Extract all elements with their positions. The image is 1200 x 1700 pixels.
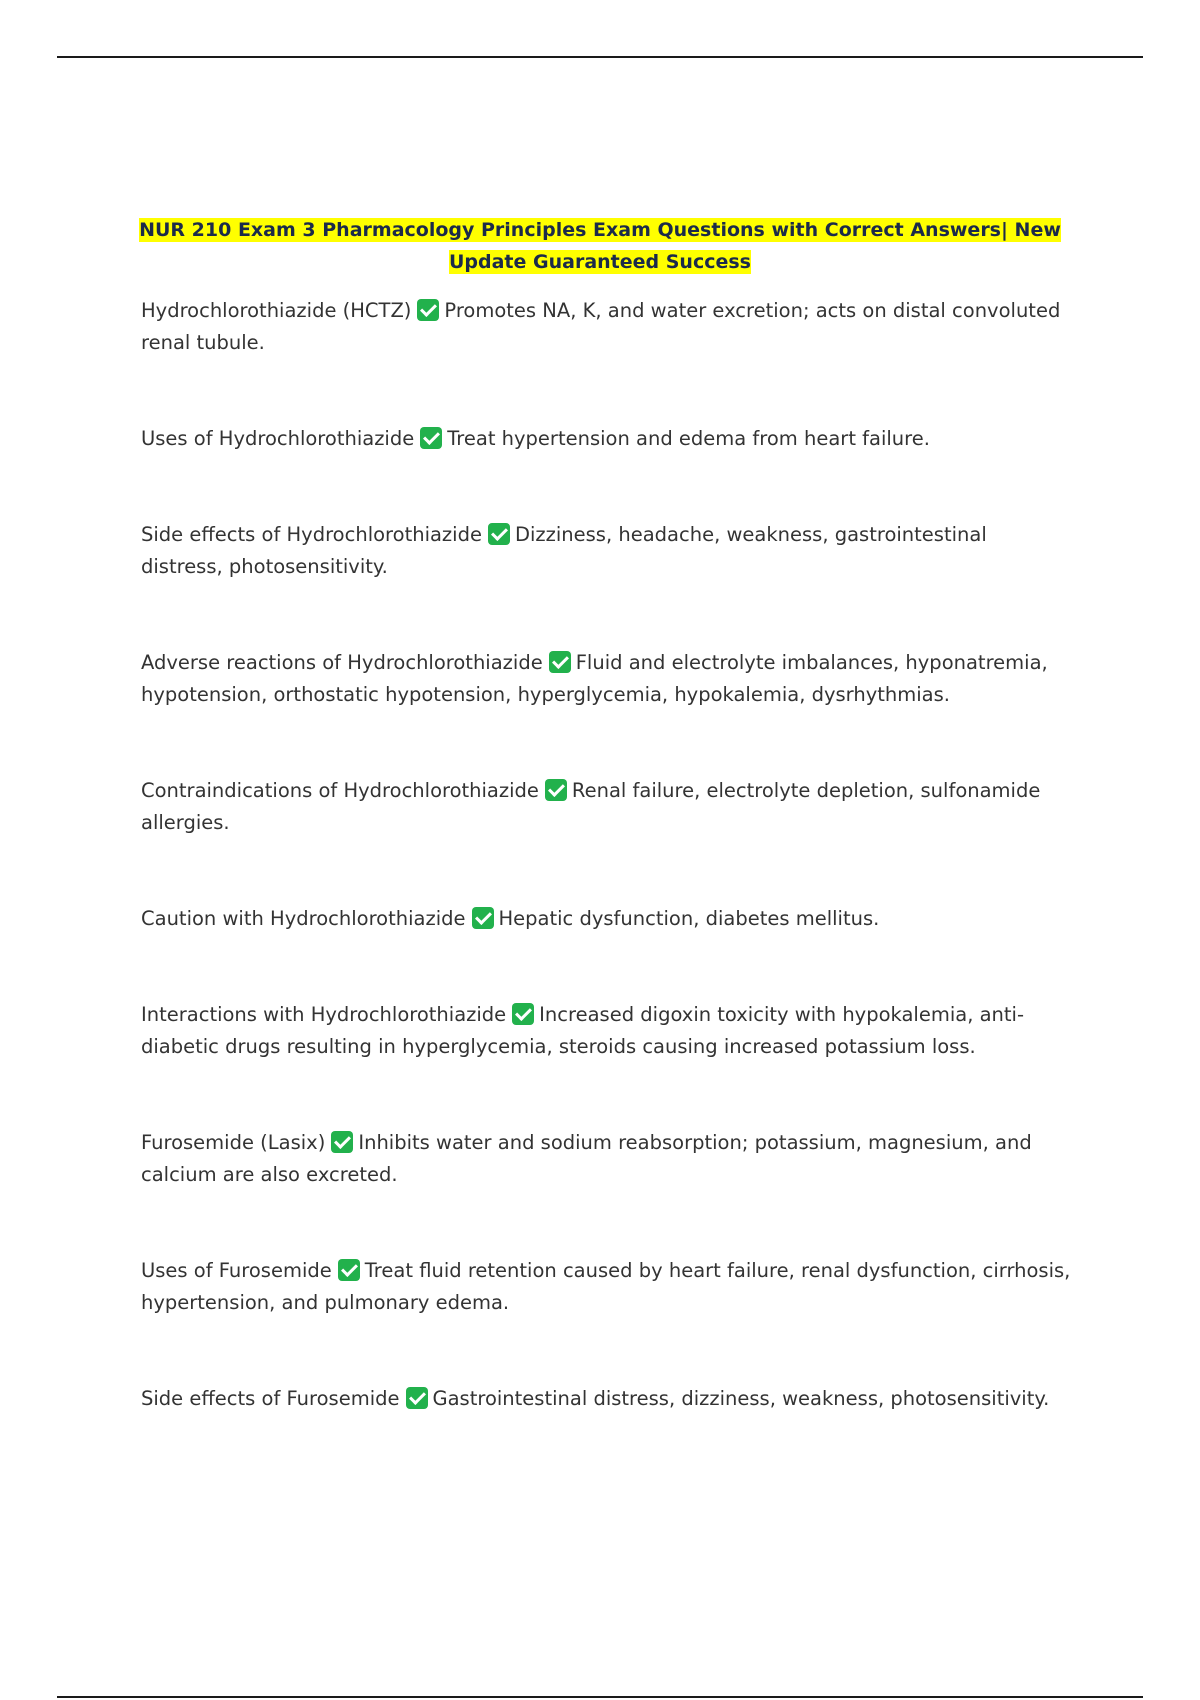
- checkmark-icon: [488, 523, 510, 545]
- qa-answer: Renal failure, electrolyte depletion, sulfonamide allergies.: [141, 779, 1041, 834]
- qa-term: Furosemide (Lasix): [141, 1131, 326, 1154]
- title-line-2: Update Guaranteed Success: [448, 251, 751, 273]
- qa-answer: Hepatic dysfunction, diabetes mellitus.: [498, 907, 880, 930]
- qa-term: Interactions with Hydrochlorothiazide: [141, 1003, 507, 1026]
- qa-answer: Dizziness, headache, weakness, gastrointestinal distress, photosensitivity.: [141, 523, 987, 578]
- qa-term: Adverse reactions of Hydrochlorothiazide: [141, 651, 543, 674]
- checkmark-icon: [406, 1387, 428, 1409]
- qa-answer: Treat hypertension and edema from heart failure.: [447, 427, 930, 450]
- qa-term: Uses of Furosemide: [141, 1259, 332, 1282]
- qa-item: [141, 1255, 1071, 1319]
- document-title: [130, 214, 1070, 278]
- qa-answer: Fluid and electrolyte imbalances, hyponatremia, hypotension, orthostatic hypotension, hyperglycemia, hypokalemia, dysrhythmias.: [141, 651, 1048, 706]
- qa-answer: Promotes NA, K, and water excretion; acts on distal convoluted renal tubule.: [141, 299, 1061, 354]
- qa-term: Uses of Hydrochlorothiazide: [141, 427, 415, 450]
- qa-item: [141, 295, 1071, 359]
- qa-answer: Treat fluid retention caused by heart failure, renal dysfunction, cirrhosis, hypertension, and pulmonary edema.: [141, 1259, 1071, 1314]
- qa-term: Side effects of Furosemide: [141, 1387, 400, 1410]
- qa-item: [141, 903, 1071, 935]
- bottom-rule: [57, 1696, 1143, 1698]
- qa-item: [141, 1127, 1071, 1191]
- qa-term: Caution with Hydrochlorothiazide: [141, 907, 466, 930]
- qa-item: [141, 519, 1071, 583]
- qa-term: Contraindications of Hydrochlorothiazide: [141, 779, 539, 802]
- qa-answer: Increased digoxin toxicity with hypokalemia, anti-diabetic drugs resulting in hyperglycemia, steroids causing increased potassium loss.: [141, 1003, 1025, 1058]
- qa-item: [141, 1383, 1071, 1415]
- qa-item: [141, 999, 1071, 1063]
- qa-list: [141, 295, 1071, 1415]
- checkmark-icon: [331, 1131, 353, 1153]
- qa-item: [141, 647, 1071, 711]
- checkmark-icon: [417, 299, 439, 321]
- checkmark-icon: [472, 907, 494, 929]
- checkmark-icon: [545, 779, 567, 801]
- qa-item: [141, 775, 1071, 839]
- top-rule: [57, 56, 1143, 58]
- qa-term: Side effects of Hydrochlorothiazide: [141, 523, 482, 546]
- checkmark-icon: [420, 427, 442, 449]
- title-line-1: NUR 210 Exam 3 Pharmacology Principles Exam Questions with Correct Answers| New: [139, 219, 1061, 241]
- checkmark-icon: [549, 651, 571, 673]
- qa-item: [141, 423, 1071, 455]
- qa-answer: Gastrointestinal distress, dizziness, weakness, photosensitivity.: [432, 1387, 1050, 1410]
- checkmark-icon: [338, 1259, 360, 1281]
- qa-term: Hydrochlorothiazide (HCTZ): [141, 299, 412, 322]
- checkmark-icon: [512, 1003, 534, 1025]
- qa-answer: Inhibits water and sodium reabsorption; potassium, magnesium, and calcium are also excreted.: [141, 1131, 1032, 1186]
